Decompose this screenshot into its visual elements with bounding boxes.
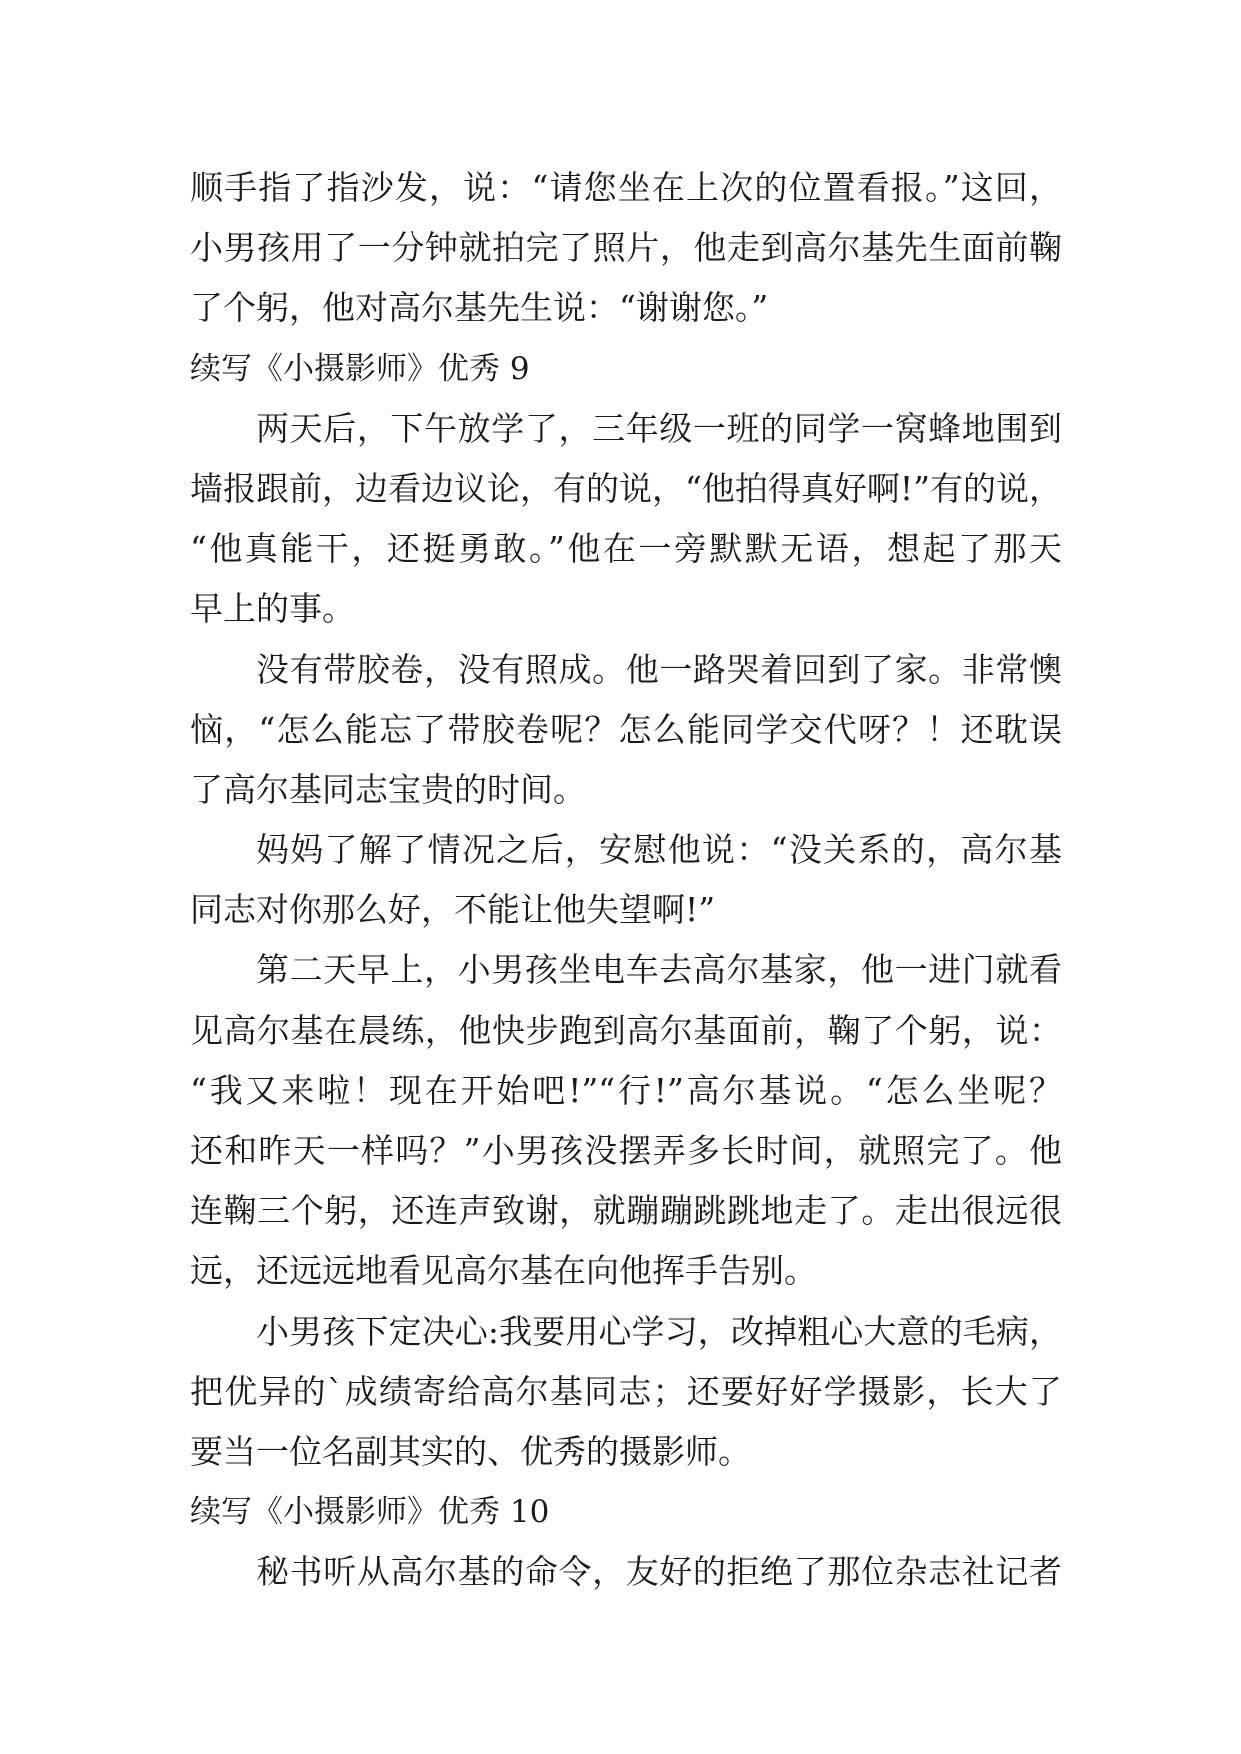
paragraph-line xyxy=(190,1001,1062,1061)
line-text: 两天后，下午放学了，三年级一班的同学一窝蜂地围到 xyxy=(256,408,1062,448)
paragraph-line xyxy=(190,1302,1062,1362)
line-text: 没有带胶卷，没有照成。他一路哭着回到了家。非常懊 xyxy=(256,649,1062,689)
line-text: 续写《小摄影师》优秀 10 xyxy=(190,1494,550,1531)
paragraph-line xyxy=(190,1181,1062,1241)
line-text: 把优异的`成绩寄给高尔基同志；还要好好学摄影，长大了 xyxy=(190,1371,1062,1411)
paragraph-line xyxy=(190,760,1062,820)
line-text: 秘书听从高尔基的命令，友好的拒绝了那位杂志社记者 xyxy=(256,1552,1062,1592)
line-text: 了高尔基同志宝贵的时间。 xyxy=(190,769,586,809)
paragraph-line xyxy=(190,640,1062,700)
line-text: “我又来啦！现在开始吧!”“行!”高尔基说。“怎么坐呢？ xyxy=(190,1070,1062,1110)
paragraph-line xyxy=(190,579,1062,639)
paragraph-line xyxy=(190,1061,1062,1121)
line-text: 见高尔基在晨练，他快步跑到高尔基面前，鞠了个躬，说： xyxy=(190,1010,1062,1050)
line-text: 小男孩下定决心:我要用心学习，改掉粗心大意的毛病， xyxy=(256,1311,1062,1351)
paragraph-line xyxy=(190,820,1062,880)
paragraph-line xyxy=(190,700,1062,760)
line-text: 连鞠三个躬，还连声致谢，就蹦蹦跳跳地走了。走出很远很 xyxy=(190,1191,1062,1231)
line-text: 还和昨天一样吗？”小男孩没摆弄多长时间，就照完了。他 xyxy=(190,1131,1062,1170)
paragraph-line xyxy=(190,1422,1062,1482)
line-text: 第二天早上，小男孩坐电车去高尔基家，他一进门就看 xyxy=(256,950,1062,990)
line-text: 同志对你那么好，不能让他失望啊!” xyxy=(190,890,716,930)
line-text: 墙报跟前，边看边议论，有的说，“他拍得真好啊!”有的说， xyxy=(190,468,1063,508)
line-text: 了个躬，他对高尔基先生说：“谢谢您。” xyxy=(190,288,769,328)
line-text: 续写《小摄影师》优秀 9 xyxy=(190,350,530,387)
line-text: 妈妈了解了情况之后，安慰他说：“没关系的，高尔基 xyxy=(256,830,1062,870)
line-text: 要当一位名副其实的、优秀的摄影师。 xyxy=(190,1431,751,1471)
paragraph-line xyxy=(190,519,1062,579)
line-text: 早上的事。 xyxy=(190,589,355,629)
line-text: 远，还远远地看见高尔基在向他挥手告别。 xyxy=(190,1251,817,1291)
paragraph-line xyxy=(190,940,1062,1000)
paragraph-line xyxy=(190,1542,1062,1602)
paragraph-line xyxy=(190,158,1062,218)
line-text: “他真能干，还挺勇敢。”他在一旁默默无语，想起了那天 xyxy=(190,529,1062,569)
line-text: 恼，“怎么能忘了带胶卷呢？怎么能同学交代呀？！还耽误 xyxy=(190,709,1062,749)
line-text: 顺手指了指沙发，说：“请您坐在上次的位置看报。”这回， xyxy=(190,168,1062,207)
paragraph-line xyxy=(190,459,1062,519)
paragraph-line xyxy=(190,278,1062,338)
paragraph-line xyxy=(190,399,1062,459)
paragraph-line xyxy=(190,218,1062,278)
section-heading xyxy=(190,339,1062,399)
section-heading xyxy=(190,1482,1062,1542)
paragraph-line xyxy=(190,1362,1062,1422)
paragraph-line xyxy=(190,880,1062,940)
document-page xyxy=(190,158,1062,1603)
line-text: 小男孩用了一分钟就拍完了照片，他走到高尔基先生面前鞠 xyxy=(190,228,1062,268)
paragraph-line xyxy=(190,1121,1062,1181)
paragraph-line xyxy=(190,1241,1062,1301)
